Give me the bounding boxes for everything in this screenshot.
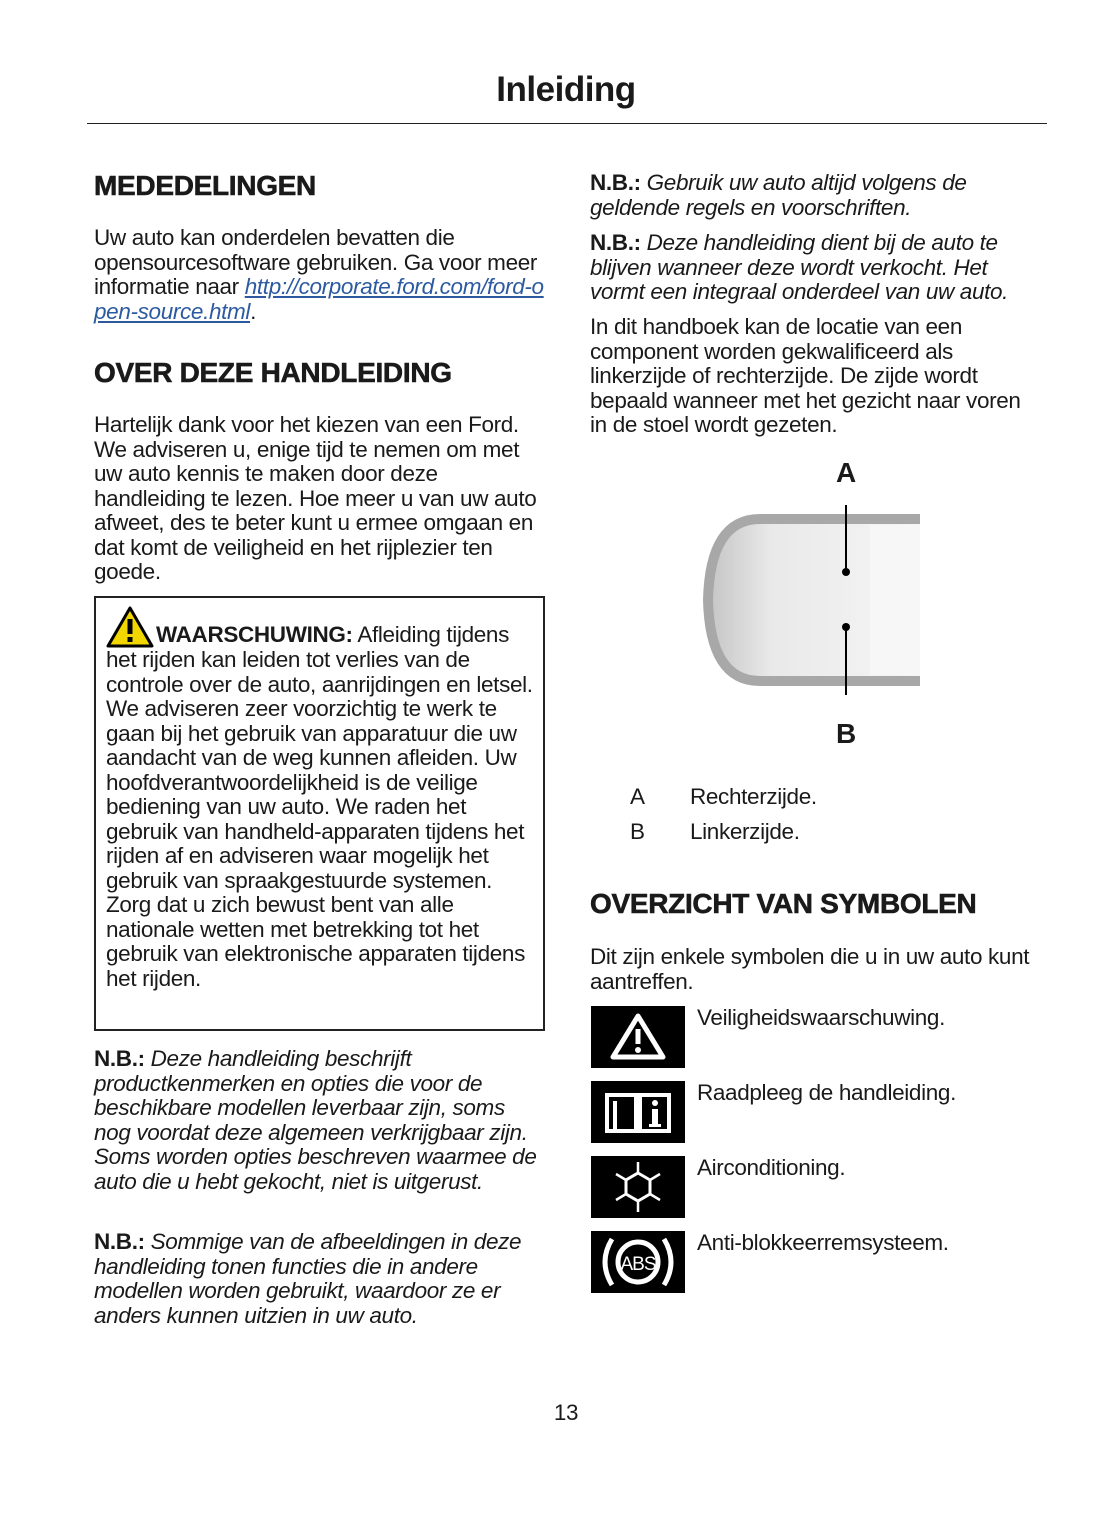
note-label: N.B.:: [94, 1046, 145, 1071]
warning-text: Afleiding tijdens het rijden kan leiden tot verlies van de controle over de auto, aanrijdingen en letsel. We adviseren zeer voorzichtig te werk te gaan bij het gebruik van apparatuur die uw aandacht van de weg kunnen afleiden. Uw hoofdverantwoordelijkheid is de veilige bediening van uw auto. We raden het gebruik van handheld-apparaten tijdens het rijden af en adviseren waar mogelijk het gebruik van spraakgestuurde systemen. Zorg dat u zich bewust bent van alle nationale wetten met betrekking tot het gebruik van elektronische apparaten tijdens het rijden.: [106, 622, 533, 991]
page-number: 13: [553, 1400, 579, 1425]
legend-text-b: Linkerzijde.: [690, 819, 800, 844]
note-label: N.B.:: [590, 170, 641, 195]
warning-triangle-icon: [591, 1006, 685, 1068]
heading-over-deze-handleiding: OVER DEZE HANDLEIDING: [94, 357, 452, 388]
paragraph-end: .: [250, 298, 256, 324]
warning-label: WAARSCHUWING:: [156, 622, 353, 647]
note-images: [94, 1230, 549, 1328]
heading-overzicht-symbolen: OVERZICHT VAN SYMBOLEN: [590, 888, 977, 919]
note-label: N.B.:: [590, 230, 641, 255]
snowflake-icon: [591, 1156, 685, 1218]
paragraph-intro: Hartelijk dank voor het kiezen van een Ford. We adviseren u, enige tijd te nemen om met uw auto kennis te maken door deze handleiding te lezen. Hoe meer u van uw auto afweet, des te beter kunt u ermee omgaan en dat komt de veiligheid en het rijplezier ten goede.: [94, 412, 537, 584]
symbol-label: Anti-blokkeerremsysteem.: [697, 1230, 949, 1255]
symbol-label: Veiligheidswaarschuwing.: [697, 1005, 945, 1030]
paragraph-open-source: [94, 226, 549, 324]
heading-mededelingen: MEDEDELINGEN: [94, 170, 316, 201]
abs-icon-text: ABS: [620, 1254, 656, 1275]
paragraph-text: Uw auto kan onderdelen bevatten die opensourcesoftware gebruiken. Ga voor meer informatie naar: [94, 225, 538, 299]
manual-book-icon: [591, 1081, 685, 1143]
page-title: Inleiding: [496, 70, 636, 109]
warning-triangle-icon: [106, 606, 154, 648]
paragraph-sides: In dit handboek kan de locatie van een component worden gekwalificeerd als linkerzijde of rechterzijde. De zijde wordt bepaald wanneer met het gezicht naar voren in de stoel wordt gezeten.: [590, 314, 1021, 437]
open-source-link[interactable]: http://corporate.ford.com/ford-open-source.html: [94, 274, 544, 324]
note-text: Deze handleiding beschrijft productkenmerken en opties die voor de beschikbare modellen leverbaar zijn, soms nog voordat deze algemeen verkrijgbaar zijn. Soms worden opties beschreven waarmee de auto die u hebt gekocht, niet is uitgerust.: [94, 1046, 537, 1194]
diagram-label-a: A: [836, 457, 857, 488]
note-label: N.B.:: [94, 1229, 145, 1254]
note-text: Sommige van de afbeeldingen in deze handleiding tonen functies die in andere modellen worden gebruikt, waardoor ze er anders kunnen uitzien in uw auto.: [94, 1229, 522, 1328]
note-keep-manual: [590, 231, 1045, 305]
note-features: [94, 1047, 544, 1194]
legend-key-b: B: [630, 819, 645, 844]
warning-box: [94, 596, 545, 1031]
car-top-view-diagram: [700, 495, 930, 705]
header-divider: [87, 123, 1047, 124]
legend-text-a: Rechterzijde.: [690, 784, 817, 809]
note-text: Deze handleiding dient bij de auto te blijven wanneer deze wordt verkocht. Het vormt een integraal onderdeel van uw auto.: [590, 230, 1009, 304]
note-rules: [590, 171, 1040, 220]
diagram-label-b: B: [836, 718, 857, 749]
legend-key-a: A: [630, 784, 645, 809]
symbol-label: Airconditioning.: [697, 1155, 846, 1180]
symbol-label: Raadpleeg de handleiding.: [697, 1080, 956, 1105]
note-text: Gebruik uw auto altijd volgens de geldende regels en voorschriften.: [590, 170, 967, 220]
abs-icon: [591, 1231, 685, 1293]
paragraph-symbols: Dit zijn enkele symbolen die u in uw auto kunt aantreffen.: [590, 944, 1030, 994]
